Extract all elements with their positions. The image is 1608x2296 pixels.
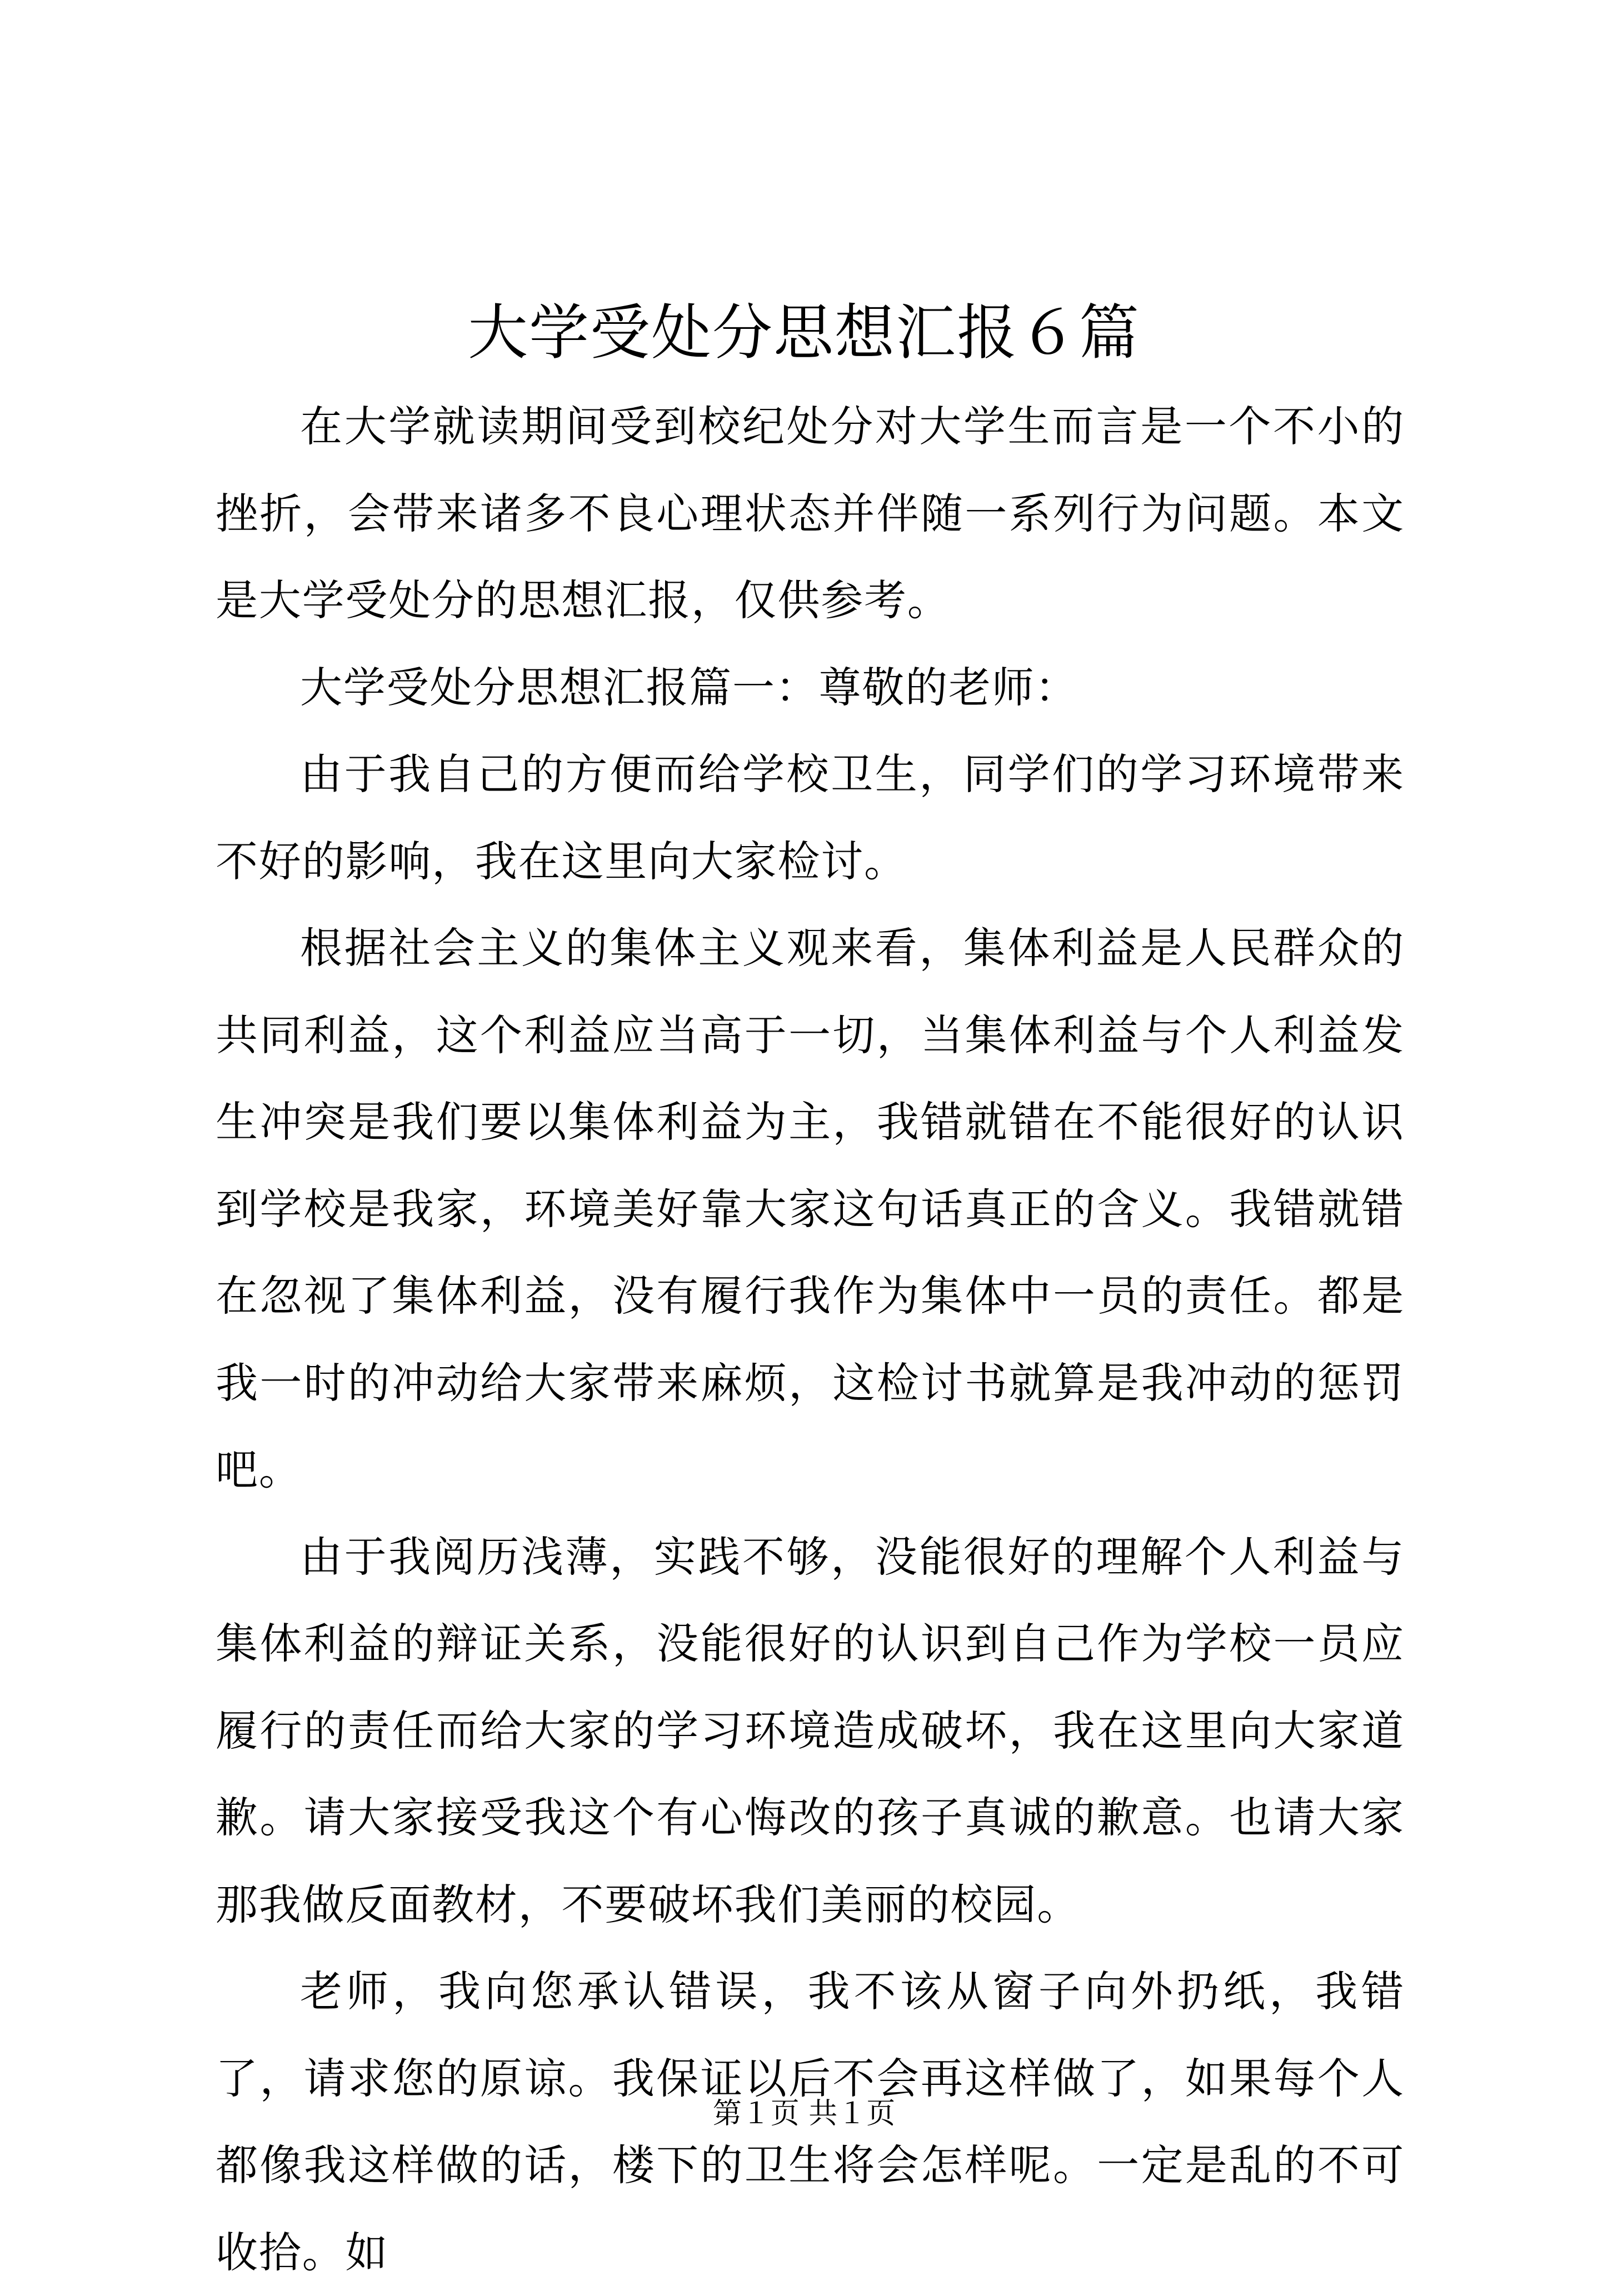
paragraph-section-heading: 大学受处分思想汇报篇一：尊敬的老师：	[300, 662, 1078, 712]
paragraph-3: 根据社会主义的集体主义观来看，集体利益是人民群众的共同利益，这个利益应当高于一切，当集体利益与个人利益发生冲突是我们要以集体利益为主，我错就错在不能很好的认识到学校是我家，环境美好靠大家这句话真正的含义。我错就错在忽视了集体利益，没有履行我作为集体中一员的责任。都是我一时的冲动给大家带来麻烦，这检讨书就算是我冲动的惩罚吧。	[216, 923, 1405, 1494]
paragraph-4: 由于我阅历浅薄，实践不够，没能很好的理解个人利益与集体利益的辩证关系，没能很好的认识到自己作为学校一员应履行的责任而给大家的学习环境造成破坏，我在这里向大家道歉。请大家接受我这个有心悔改的孩子真诚的歉意。也请大家那我做反面教材，不要破坏我们美丽的校园。	[216, 1532, 1405, 1929]
document-title: 大学受处分思想汇报６篇	[467, 298, 1140, 368]
paragraph-2: 由于我自己的方便而给学校卫生，同学们的学习环境带来不好的影响，我在这里向大家检讨。	[216, 749, 1405, 886]
paragraph-intro: 在大学就读期间受到校纪处分对大学生而言是一个不小的挫折，会带来诸多不良心理状态并伴随一系列行为问题。本文是大学受处分的思想汇报，仅供参考。	[216, 402, 1405, 625]
document-body	[216, 383, 1405, 2296]
page-footer: 第１页 共１页	[712, 2097, 896, 2130]
paragraph-5: 老师，我向您承认错误，我不该从窗子向外扔纸，我错了，请求您的原谅。我保证以后不会再这样做了，如果每个人都像我这样做的话，楼下的卫生将会怎样呢。一定是乱的不可收拾。如	[216, 1967, 1405, 2277]
